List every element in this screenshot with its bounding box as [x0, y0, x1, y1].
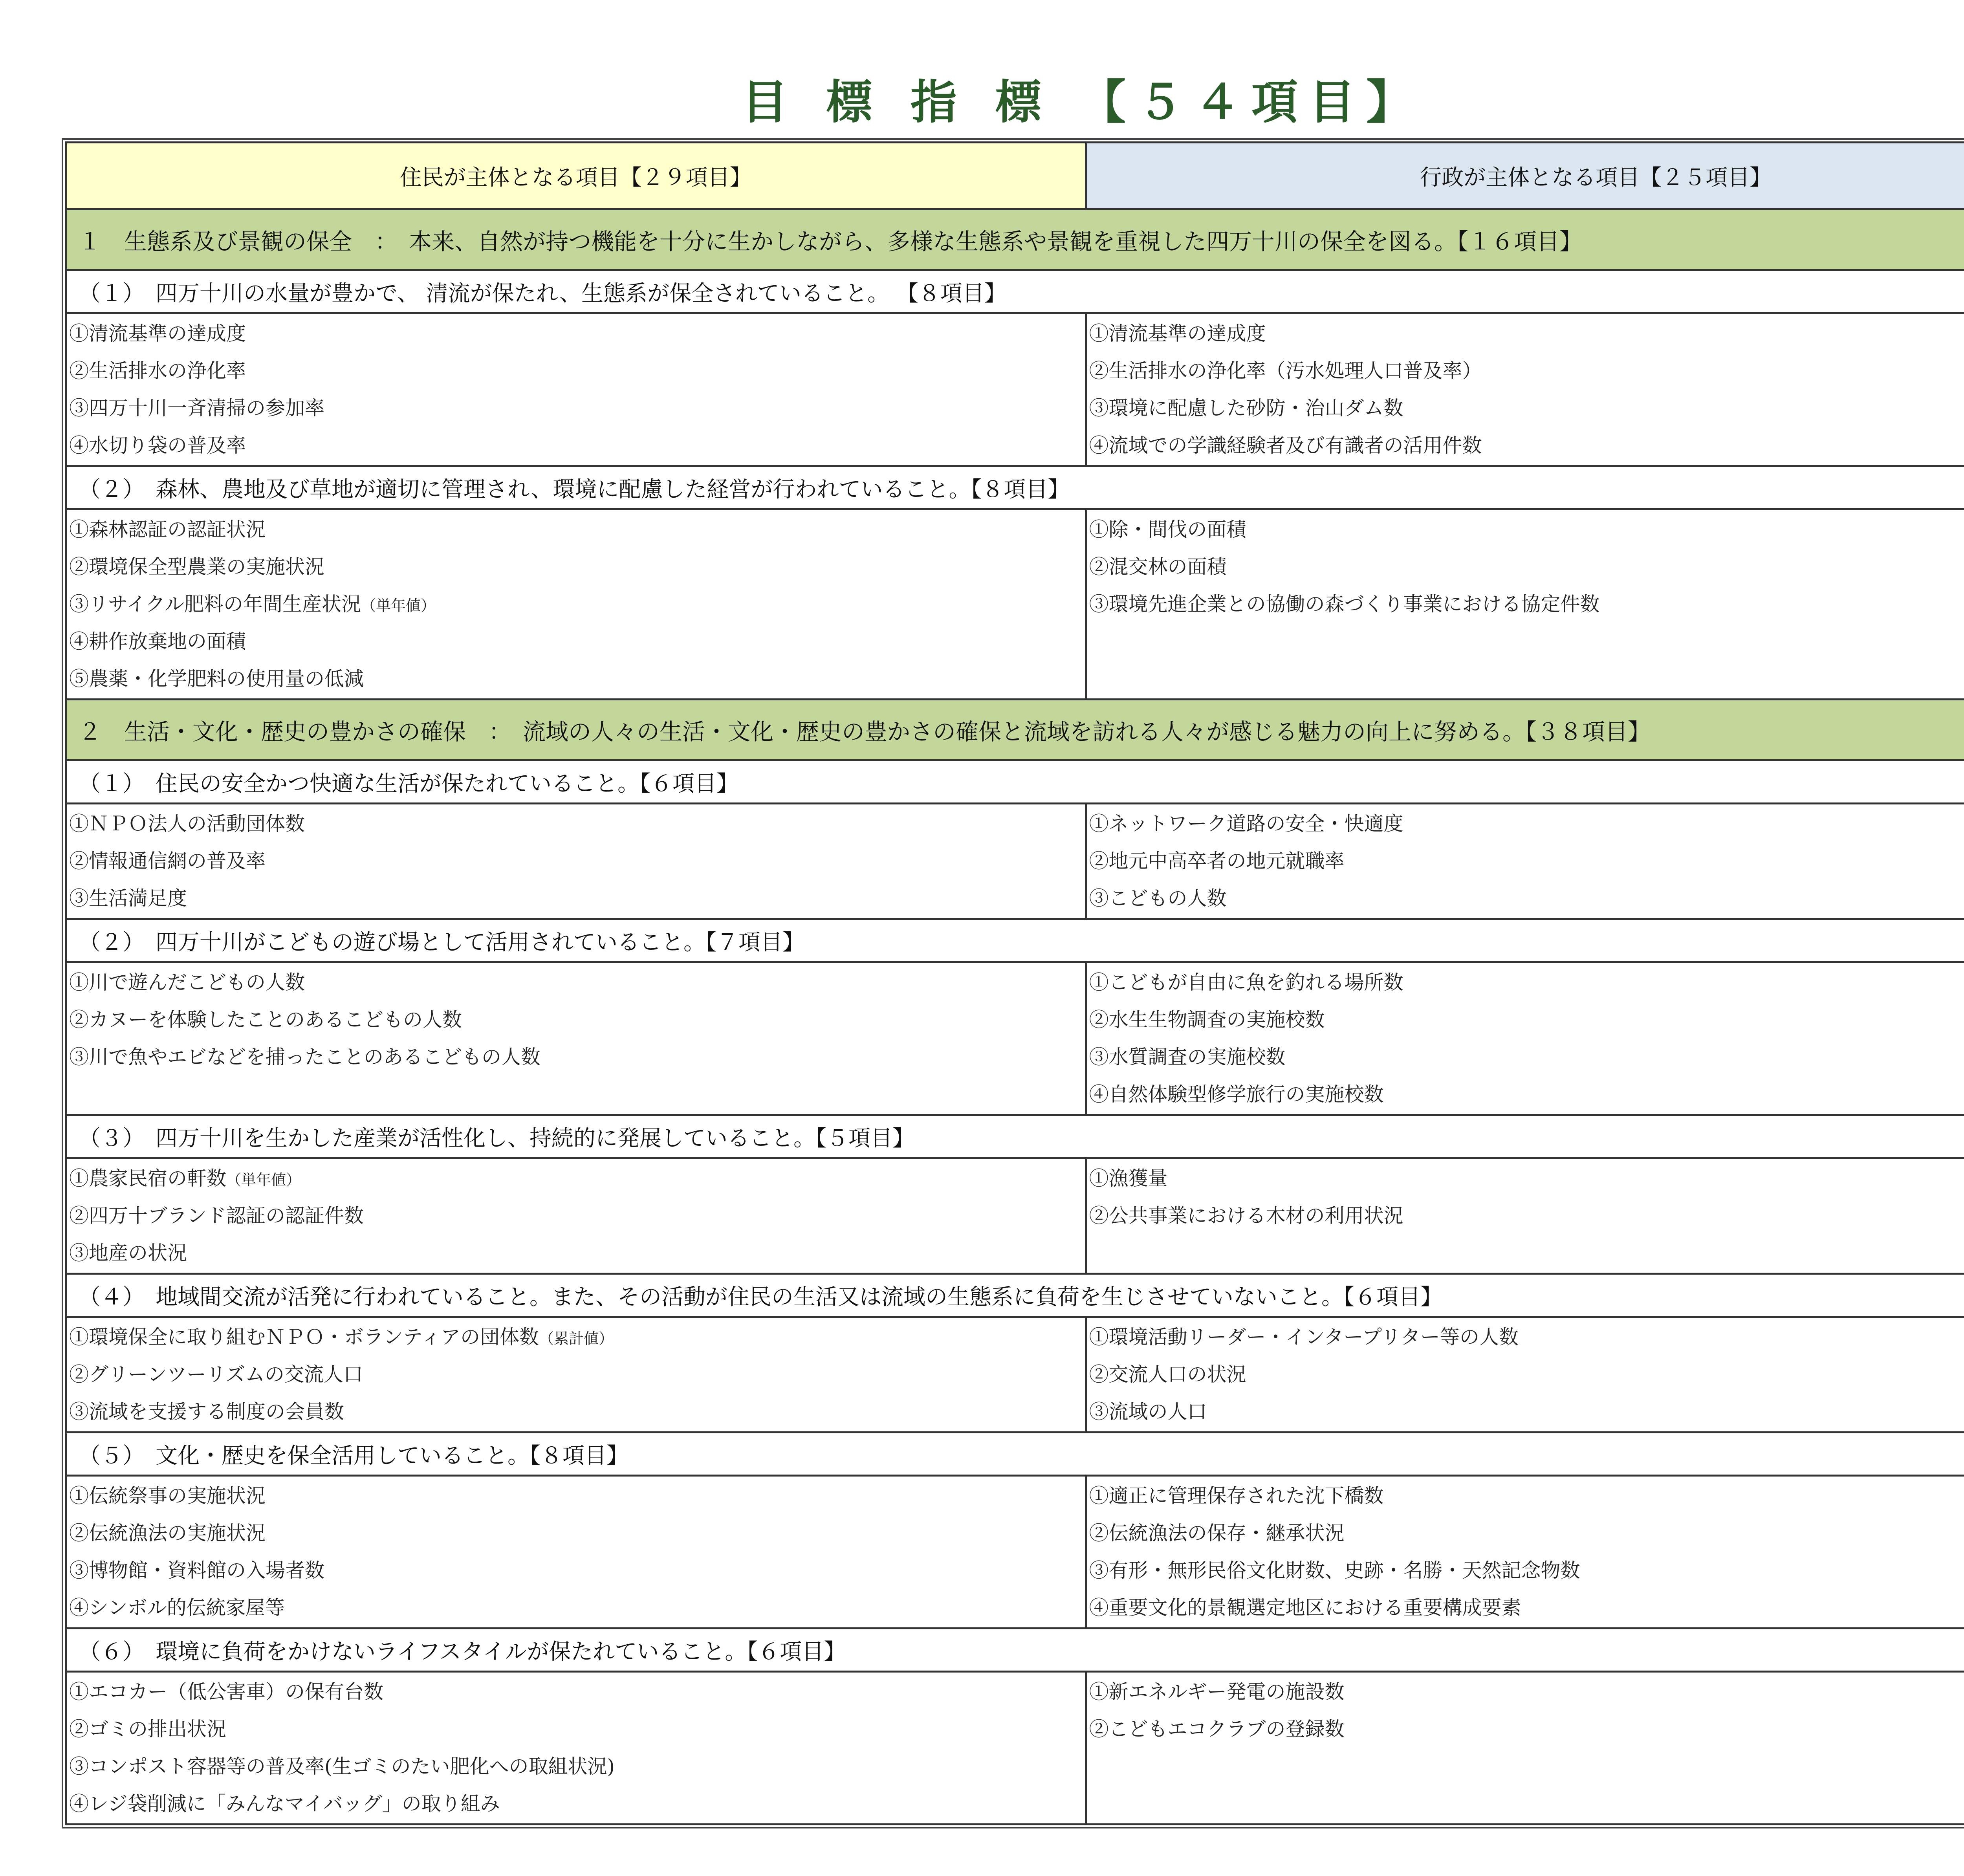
list-item: ⑤農薬・化学肥料の使用量の低減: [69, 667, 364, 690]
subsection-heading: （１） 四万十川の水量が豊かで、 清流が保たれ、生態系が保全されていること。 【８項目】: [66, 270, 1964, 313]
list-item: ②地元中高卒者の地元就職率: [1089, 850, 1345, 872]
item-note: （単年値）: [226, 1171, 301, 1189]
list-item: ①漁獲量: [1089, 1167, 1168, 1190]
list-item: ①こどもが自由に魚を釣れる場所数: [1089, 971, 1403, 994]
list-item: ②交流人口の状況: [1089, 1363, 1246, 1386]
list-item: ②カヌーを体験したことのあるこどもの人数: [69, 1008, 462, 1031]
list-item: [69, 1160, 1085, 1197]
list-item: ③環境に配慮した砂防・治山ダム数: [1089, 397, 1403, 420]
list-item: ①ネットワーク道路の安全・快適度: [1089, 812, 1403, 835]
list-item: ①伝統祭事の実施状況: [69, 1484, 266, 1507]
list-item: ③水質調査の実施校数: [1089, 1046, 1286, 1068]
item-note: （累計値）: [539, 1330, 614, 1347]
list-item: ②水生生物調査の実施校数: [1089, 1008, 1325, 1031]
list-item: ①清流基準の達成度: [69, 322, 246, 345]
residents-items: [66, 962, 1086, 1115]
administration-items: [1086, 804, 1964, 919]
list-item: ④レジ袋削減に「みんなマイバッグ」の取り組み: [69, 1792, 500, 1815]
list-item: ②環境保全型農業の実施状況: [69, 555, 324, 578]
residents-column-header: 住民が主体となる項目【２９項目】: [66, 143, 1086, 209]
list-item: ②こどもエコクラブの登録数: [1089, 1718, 1345, 1740]
list-item: ①ＮＰＯ法人の活動団体数: [69, 812, 305, 835]
residents-items: [66, 1158, 1086, 1274]
subsection-heading: （５） 文化・歴史を保全活用していること。【８項目】: [66, 1433, 1964, 1476]
administration-items: [1086, 962, 1964, 1115]
list-item: ②生活排水の浄化率: [69, 359, 246, 382]
list-item: ②公共事業における木材の利用状況: [1089, 1204, 1403, 1227]
administration-items: [1086, 1672, 1964, 1825]
residents-items: [66, 804, 1086, 919]
indicator-table: [62, 138, 1964, 1828]
list-item: ①森林認証の認証状況: [69, 518, 266, 541]
page-title: 目 標 指 標 【５４項目】: [741, 75, 1424, 129]
list-item: ④流域での学識経験者及び有識者の活用件数: [1089, 434, 1482, 457]
residents-items: [66, 509, 1086, 700]
list-item: ①適正に管理保存された沈下橋数: [1089, 1484, 1384, 1507]
list-item: ③流域を支援する制度の会員数: [69, 1400, 344, 1423]
residents-items: [66, 1476, 1086, 1629]
list-item: ③コンポスト容器等の普及率(生ゴミのたい肥化への取組状況): [69, 1755, 615, 1778]
list-item: ②グリーンツーリズムの交流人口: [69, 1363, 363, 1386]
list-item: ③流域の人口: [1089, 1400, 1207, 1423]
subsection-heading: （２） 四万十川がこどもの遊び場として活用されていること。【７項目】: [66, 919, 1964, 962]
list-item: ②伝統漁法の保存・継承状況: [1089, 1522, 1345, 1544]
item-note: （単年値）: [361, 597, 436, 614]
list-item: [69, 586, 1085, 623]
list-item: ①清流基準の達成度: [1089, 322, 1266, 345]
list-item: ④シンボル的伝統家屋等: [69, 1596, 285, 1619]
subsection-heading: （２） 森林、農地及び草地が適切に管理され、環境に配慮した経営が行われていること。【８項目】: [66, 466, 1964, 509]
list-item: ③四万十川一斉清掃の参加率: [69, 397, 324, 420]
administration-items: [1086, 313, 1964, 466]
subsection-heading: （３） 四万十川を生かした産業が活性化し、持続的に発展していること。【５項目】: [66, 1115, 1964, 1158]
subsection-heading: （４） 地域間交流が活発に行われていること。また、その活動が住民の生活又は流域の生態系に負荷を生じさせていないこと。【６項目】: [66, 1274, 1964, 1317]
section-heading: ２ 生活・文化・歴史の豊かさの確保 ： 流域の人々の生活・文化・歴史の豊かさの確保と流域を訪れる人々が感じる魅力の向上に努める。【３８項目】: [66, 700, 1964, 760]
list-item: ②混交林の面積: [1089, 555, 1227, 578]
list-item: ③地産の状況: [69, 1242, 187, 1264]
list-item: ③川で魚やエビなどを捕ったことのあるこどもの人数: [69, 1046, 540, 1068]
list-item: ①環境活動リーダー・インタープリター等の人数: [1089, 1326, 1519, 1348]
administration-column-header: 行政が主体となる項目【２５項目】: [1086, 143, 1964, 209]
list-item: ④耕作放棄地の面積: [69, 630, 246, 653]
list-item: ③博物館・資料館の入場者数: [69, 1559, 324, 1582]
list-item: ①新エネルギー発電の施設数: [1089, 1680, 1345, 1703]
residents-items: [66, 313, 1086, 466]
administration-items: [1086, 1317, 1964, 1433]
list-item: ③こどもの人数: [1089, 887, 1227, 910]
administration-items: [1086, 1476, 1964, 1629]
list-item: ③生活満足度: [69, 887, 187, 910]
administration-items: [1086, 509, 1964, 700]
administration-items: [1086, 1158, 1964, 1274]
section-heading: １ 生態系及び景観の保全 ： 本来、自然が持つ機能を十分に生かしながら、多様な生態系や景観を重視した四万十川の保全を図る。【１６項目】: [66, 209, 1964, 270]
list-item: ④重要文化的景観選定地区における重要構成要素: [1089, 1596, 1521, 1619]
list-item: [69, 1319, 1085, 1356]
list-item: ②四万十ブランド認証の認証件数: [69, 1204, 364, 1227]
list-item: ②生活排水の浄化率（汚水処理人口普及率）: [1089, 359, 1482, 382]
item-text: ①環境保全に取り組むＮＰＯ・ボランティアの団体数: [69, 1326, 539, 1348]
list-item: ①エコカー（低公害車）の保有台数: [69, 1680, 383, 1703]
list-item: ①川で遊んだこどもの人数: [69, 971, 305, 994]
item-text: ③リサイクル肥料の年間生産状況: [69, 593, 361, 616]
list-item: ③有形・無形民俗文化財数、史跡・名勝・天然記念物数: [1089, 1559, 1580, 1582]
list-item: ②情報通信網の普及率: [69, 850, 266, 872]
column-header-row: [66, 143, 1964, 209]
list-item: ①除・間伐の面積: [1089, 518, 1246, 541]
item-text: ①農家民宿の軒数: [69, 1167, 226, 1190]
list-item: ②伝統漁法の実施状況: [69, 1522, 266, 1544]
residents-items: [66, 1672, 1086, 1825]
list-item: ④自然体験型修学旅行の実施校数: [1089, 1083, 1384, 1106]
list-item: ③環境先進企業との協働の森づくり事業における協定件数: [1089, 593, 1600, 616]
subsection-heading: （１） 住民の安全かつ快適な生活が保たれていること。【６項目】: [66, 760, 1964, 804]
list-item: ②ゴミの排出状況: [69, 1718, 226, 1740]
list-item: ④水切り袋の普及率: [69, 434, 246, 457]
subsection-heading: （６） 環境に負荷をかけないライフスタイルが保たれていること。【６項目】: [66, 1629, 1964, 1672]
residents-items: [66, 1317, 1086, 1433]
